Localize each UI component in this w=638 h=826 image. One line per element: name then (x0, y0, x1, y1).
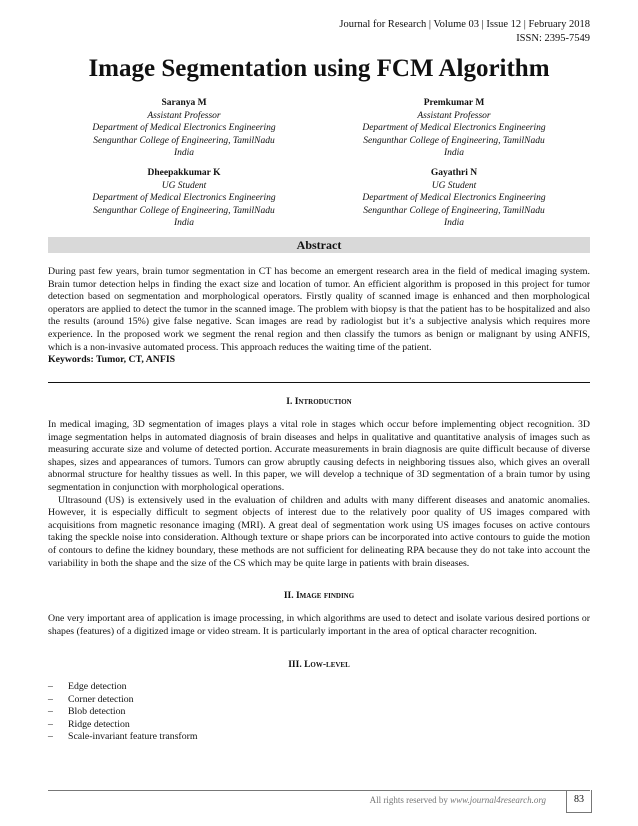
section-title: Introduction (294, 397, 352, 407)
list-item: – Ridge detection (48, 718, 130, 730)
paper-title: Image Segmentation using FCM Algorithm (88, 55, 550, 82)
rights-text: All rights reserved by (369, 795, 448, 805)
keywords: Keywords: Tumor, CT, ANFIS (48, 354, 176, 366)
section-title: Low-level (304, 660, 350, 670)
abstract-text: During past few years, brain tumor segmentation in CT has become an emergent research area in the field of medical imaging system. Brain tumor detection helps in finding the exact size and location of tumor. An efficient algorithm is proposed in this project for tumor detection based on segmentation and morphological operators. Firstly quality of scanned image is enhanced and then morphological operators are applied to detect the tumor in the scanned image. The problem with biopsy is that the patient has to be hospitalized and also the results (around 15%) give false negative. Scan images are read by radiologist but it’s a subjective analysis which requires more experience. In the proposed work we segment the renal region and then classify the tumors as benign or malignant by using ANFIS, which is a non-invasive automated process. This approach reduces the waiting time of the patient. (48, 266, 590, 353)
author-role: UG Student (431, 180, 477, 191)
paragraph: One very important area of application is image processing, in which algorithms are used to detect and isolate various desired portions or shapes (features) of a digitized image or video stream. It is particularly important in the area of optical character recognition. (48, 613, 590, 637)
section-heading (0, 591, 638, 601)
author-role: UG Student (161, 180, 207, 191)
author-block (324, 97, 584, 160)
author-dept: Department of Medical Electronics Engineering (362, 123, 546, 134)
author-role: Assistant Professor (147, 110, 221, 121)
paragraph: In medical imaging, 3D segmentation of images plays a vital role in stages which occur before implementing object recognition. 3D image segmentation helps in automated diagnosis of brain diseases and helps in qualitative and quantitative analysis of images such as measuring accurate size and volume of detected portion. Accurate measurements in brain diagnosis are quite difficult because of diverse shapes, sizes and appearances of tumors. Tumors can grow abruptly causing defects in neighboring tissues also, which gives an overall abnormal structure for healthy tissues as well. In this paper, we will develop a technique of 3D segmentation of a brain tumor by using segmentation in conjunction with morphological operations. (48, 419, 590, 493)
author-country: India (173, 148, 195, 159)
dash-bullet-icon: – (48, 693, 53, 705)
issn: ISSN: 2395-7549 (516, 33, 590, 44)
dash-bullet-icon: – (48, 718, 53, 730)
dash-bullet-icon: – (48, 731, 53, 743)
journal-line: Journal for Research | Volume 03 | Issue 12 | February 2018 (339, 19, 590, 30)
author-dept: Department of Medical Electronics Engineering (92, 193, 276, 204)
section-heading (0, 397, 638, 407)
section-body (48, 613, 590, 638)
author-college: Sengunthar College of Engineering, TamilNadu (93, 205, 275, 216)
author-country: India (443, 148, 465, 159)
author-country: India (173, 218, 195, 229)
section-number: III. (288, 660, 302, 670)
author-block (324, 167, 584, 230)
author-college: Sengunthar College of Engineering, TamilNadu (363, 135, 545, 146)
list-item: – Blob detection (48, 706, 126, 718)
section-body (48, 419, 590, 570)
list-item: – Edge detection (48, 681, 127, 692)
author-name: Dheepakkumar K (147, 168, 221, 178)
author-name: Gayathri N (430, 168, 478, 178)
abstract-heading: Abstract (48, 237, 590, 253)
dash-bullet-icon: – (48, 706, 53, 718)
paragraph: Ultrasound (US) is extensively used in the evaluation of children and adults with many different diseases and anatomic anomalies. However, it is especially difficult to segment objects of interest due to the relatively poor quality of US images compared with acquisitions from magnetic resonance imaging (MRI). A great deal of segmentation work using US images focuses on active contours taking the speckle noise into consideration. Although texture or shape priors can be incorporated into active contours to guide the motion of contours to define the kidney boundary, these methods are not sufficient for delineating RPA because they do not take into account the variability in both the shape and the size of the CS which may be quite large in patients with brain diseases. (48, 494, 590, 569)
author-block (54, 167, 314, 230)
abstract-divider (48, 382, 590, 383)
author-role: Assistant Professor (417, 110, 491, 121)
author-name: Premkumar M (423, 98, 485, 108)
journal-site-link[interactable]: www.journal4research.org (450, 795, 546, 805)
bullet-list (48, 681, 197, 744)
section-number: II. (283, 591, 294, 601)
list-item: – Corner detection (48, 693, 134, 705)
running-header (339, 18, 590, 46)
author-block (54, 97, 314, 160)
list-item: – Scale-invariant feature transform (48, 731, 198, 743)
section-number: I. (286, 397, 293, 407)
author-country: India (443, 218, 465, 229)
abstract-body (48, 266, 590, 367)
author-college: Sengunthar College of Engineering, TamilNadu (93, 135, 275, 146)
page-number: 83 (566, 790, 592, 813)
author-dept: Department of Medical Electronics Engineering (92, 123, 276, 134)
author-name: Saranya M (161, 98, 207, 108)
footer-rights (370, 795, 546, 805)
dash-bullet-icon: – (48, 681, 53, 692)
section-title: Image finding (295, 591, 355, 601)
author-college: Sengunthar College of Engineering, TamilNadu (363, 205, 545, 216)
footer-divider (48, 790, 590, 791)
section-heading (0, 660, 638, 670)
author-dept: Department of Medical Electronics Engineering (362, 193, 546, 204)
